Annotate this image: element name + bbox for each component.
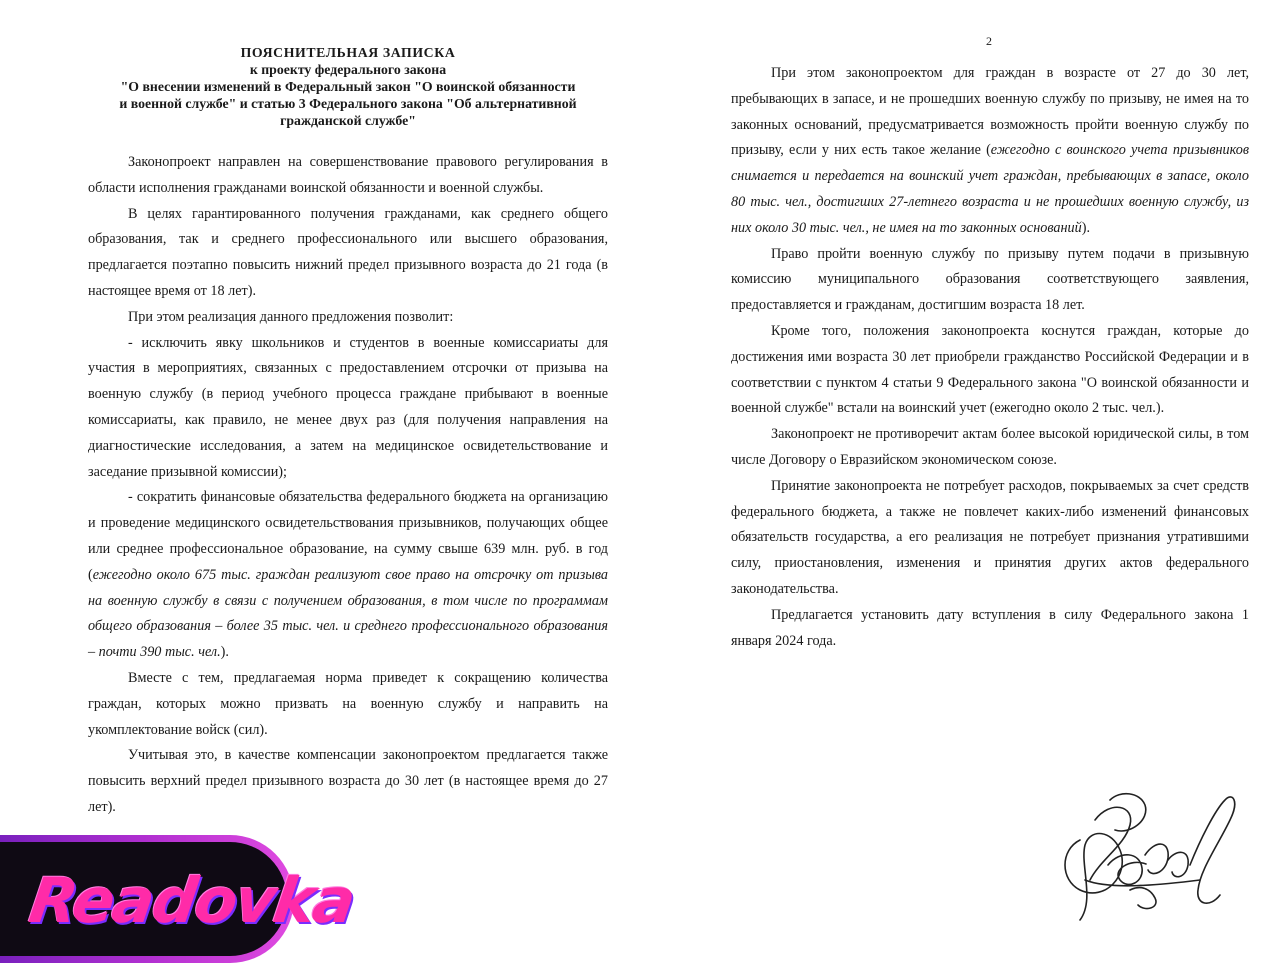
text-span: ). <box>1081 219 1090 236</box>
paragraph: В целях гарантированного получения гражданами, как среднего общего образования, так и среднего профессионального или высшего образования, предлагается поэтапно повысить нижний предел призывного возраста до 21 года (в настоящее время от 18 лет). <box>88 205 608 299</box>
title-line-2: к проекту федерального закона <box>249 62 447 77</box>
text-span: ). <box>220 644 229 661</box>
paragraph: Предлагается установить дату вступления в силу Федерального закона 1 января 2024 года. <box>731 606 1249 649</box>
handwritten-signature <box>1050 780 1250 930</box>
title-line-4: и военной службе" и статью 3 Федерального закона "Об альтернативной <box>119 96 577 111</box>
document-page-1 <box>88 0 608 980</box>
italic-note: ежегодно с воинского учета призывников снимается и передается на воинский учет граждан, пребывающих в запасе, около 80 тыс. чел., достигших 27-летнего возраста и не прошедших военную службу, из них около 30 тыс. чел., не имея на то законных оснований <box>731 142 1249 236</box>
text-span: При этом законопроектом для граждан в возрасте от 27 до 30 лет, пребывающих в запасе, и не прошедших военную службу по призыву, не имея на то законных оснований, предусматривается возможность пройти военную службу по призыву, если у них есть такое желание ( <box>731 65 1249 159</box>
title-line-5: гражданской службе" <box>280 113 416 128</box>
document-title <box>88 44 608 129</box>
title-line-3: "О внесении изменений в Федеральный закон "О воинской обязанности <box>120 79 576 94</box>
paragraph: Учитывая это, в качестве компенсации законопроектом предлагается также повысить верхний предел призывного возраста до 30 лет (в настоящее время до 27 лет). <box>88 747 608 815</box>
readovka-logo <box>0 835 359 963</box>
list-item: - исключить явку школьников и студентов в военные комиссариаты для участия в мероприятиях, связанных с предоставлением отсрочки от призыва на военную службу (в период учебного процесса граждане прибывают в военные комиссариаты, как правило, не менее двух раз (для получения направления на диагностические исследования, а затем на медицинское освидетельствование и заседание призывной комиссии); <box>88 334 608 480</box>
title-line-1: ПОЯСНИТЕЛЬНАЯ ЗАПИСКА <box>240 45 456 60</box>
paragraph <box>731 61 1249 242</box>
text-span: - сократить финансовые обязательства федерального бюджета на организацию и проведение медицинского освидетельствования призывников, получающих общее или среднее профессиональное образование, на сумму свыше 639 млн. руб. в год ( <box>88 489 608 583</box>
paragraph: Принятие законопроекта не потребует расходов, покрываемых за счет средств федерального бюджета, а также не повлечет каких-либо изменений финансовых обязательств государства, а его реализация не потребует признания утратившими силу, приостановления, изменения и принятия других актов федерального законодательства. <box>731 477 1249 597</box>
paragraph: Вместе с тем, предлагаемая норма приведет к сокращению количества граждан, которых можно призвать на военную службу и направить на укомплектование войск (сил). <box>88 669 608 738</box>
paragraph: Законопроект не противоречит актам более высокой юридической силы, в том числе Договору о Евразийском экономическом союзе. <box>731 426 1249 468</box>
page-number: 2 <box>986 34 992 48</box>
page-1-body <box>88 150 608 821</box>
paragraph: Право пройти военную службу по призыву путем подачи в призывную комиссию муниципального образования соответствующего заявления, предоставляется и гражданам, достигшим возраста 18 лет. <box>731 245 1249 314</box>
italic-note: ежегодно около 675 тыс. граждан реализуют свое право на отсрочку от призыва на военную службу в связи с получением образования, в том числе по программам общего образования – более 35 тыс. чел. и среднего профессионального образования – почти 390 тыс. чел. <box>88 566 608 661</box>
paragraph: Законопроект направлен на совершенствование правового регулирования в области исполнения гражданами воинской обязанности и военной службы. <box>88 154 608 196</box>
page-2-body <box>731 61 1249 654</box>
paragraph: Кроме того, положения законопроекта коснутся граждан, которые до достижения ими возраста 30 лет приобрели гражданство Российской Федерации и в соответствии с пунктом 4 статьи 9 Федерального закона "О воинской обязанности и военной службе" встали на воинский учет (ежегодно около 2 тыс. чел.). <box>731 322 1249 417</box>
logo-wordmark: Readovka <box>24 864 359 937</box>
list-item <box>88 485 608 666</box>
paragraph: При этом реализация данного предложения позволит: <box>128 308 454 325</box>
